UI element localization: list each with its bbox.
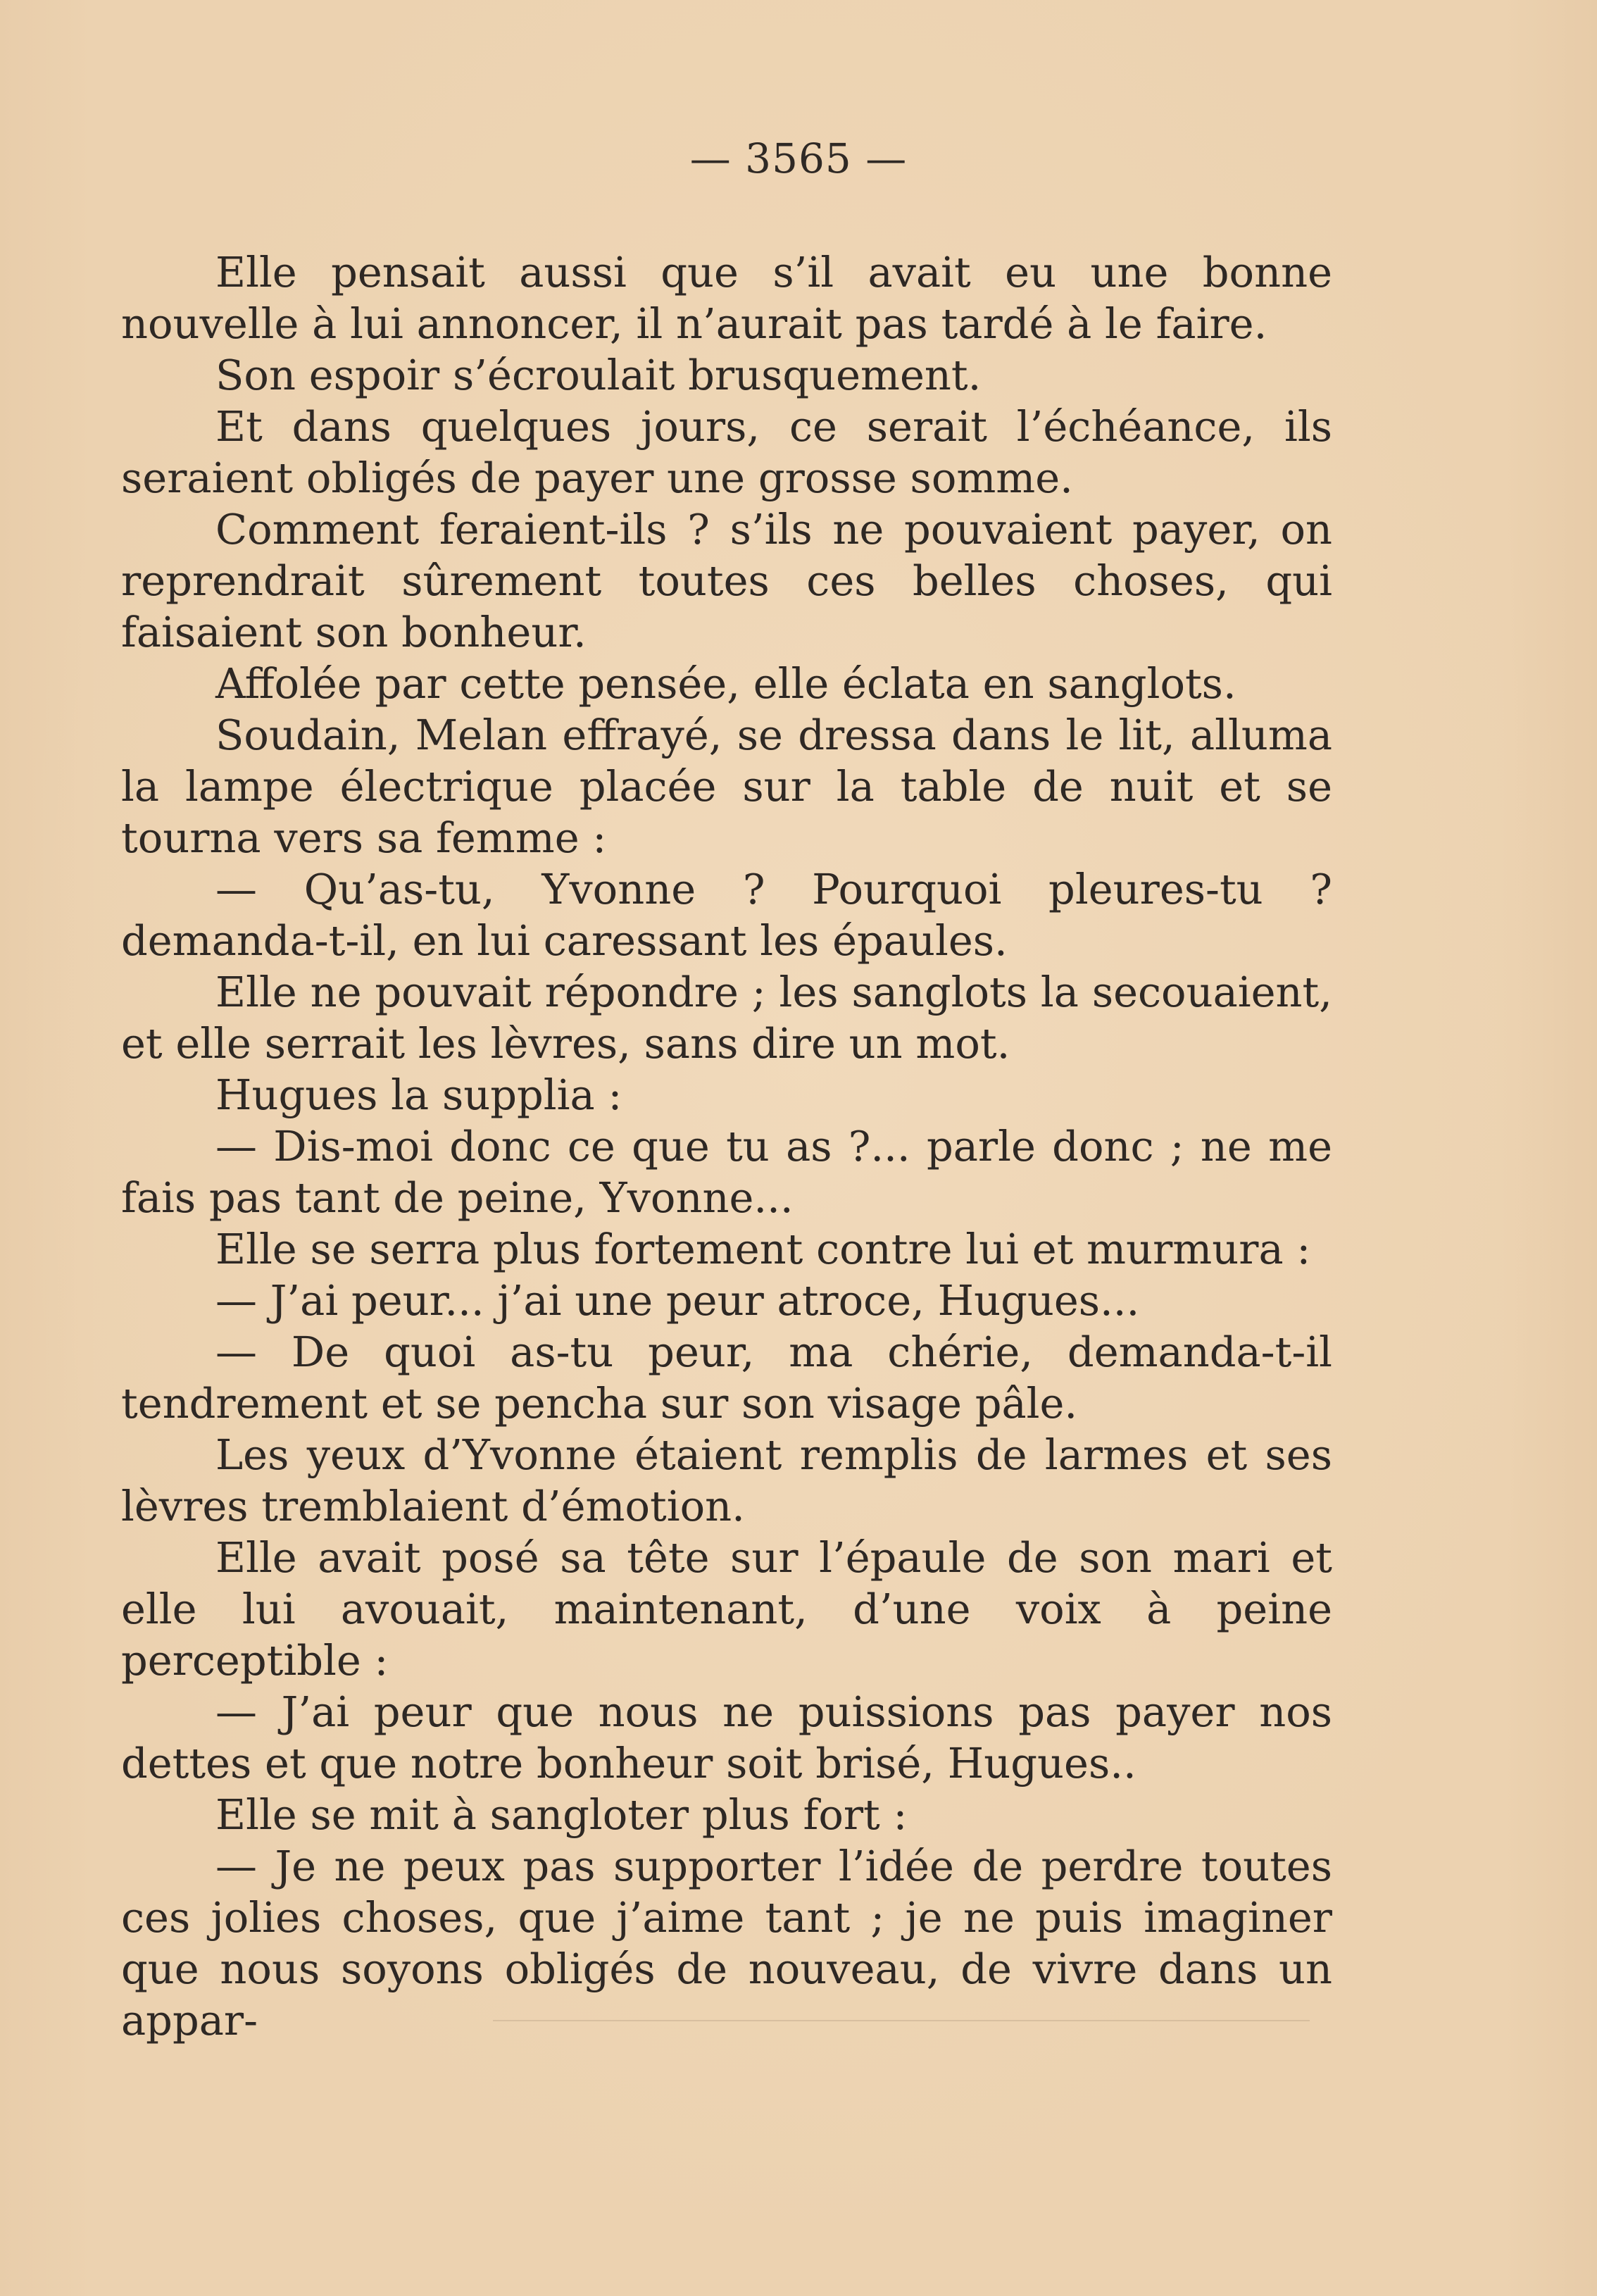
paragraph: — Dis-moi donc ce que tu as ?... parle donc ; ne me fais pas tant de peine, Yvonne... xyxy=(121,1122,1332,1222)
paragraph: — J’ai peur que nous ne puissions pas payer nos dettes et que notre bonheur soit brisé, Hugues.. xyxy=(121,1687,1332,1787)
paragraph: Elle pensait aussi que s’il avait eu une bonne nouvelle à lui annoncer, il n’aurait pas tardé à le faire. xyxy=(121,248,1332,348)
bottom-rule xyxy=(493,2020,1310,2021)
paragraph: Affolée par cette pensée, elle éclata en sanglots. xyxy=(215,659,1236,708)
paragraph: Et dans quelques jours, ce serait l’échéance, ils seraient obligés de payer une grosse somme. xyxy=(121,402,1332,502)
paragraph: Elle se serra plus fortement contre lui et murmura : xyxy=(215,1225,1311,1273)
page-number: — 3565 — xyxy=(689,135,908,182)
paragraph: — Qu’as-tu, Yvonne ? Pourquoi pleures-tu ? demanda-t-il, en lui caressant les épaules. xyxy=(121,865,1332,965)
paragraph: — J’ai peur... j’ai une peur atroce, Hugues... xyxy=(215,1276,1140,1325)
paragraph: Elle se mit à sangloter plus fort : xyxy=(215,1790,908,1839)
paragraph: Elle avait posé sa tête sur l’épaule de son mari et elle lui avouait, maintenant, d’une voix à peine perceptible : xyxy=(121,1533,1332,1685)
body-text xyxy=(121,247,1332,2046)
paragraph: Son espoir s’écroulait brusquement. xyxy=(215,351,982,399)
paragraph: — Je ne peux pas supporter l’idée de perdre toutes ces jolies choses, que j’aime tant ; je ne puis imaginer que nous soyons obligés de nouveau, de vivre dans un appar- xyxy=(121,1842,1332,2045)
paragraph: — De quoi as-tu peur, ma chérie, demanda-t-il tendrement et se pencha sur son visage pâle. xyxy=(121,1328,1332,1428)
paragraph: Comment feraient-ils ? s’ils ne pouvaient payer, on reprendrait sûrement toutes ces belles choses, qui faisaient son bonheur. xyxy=(121,505,1332,656)
paragraph: Les yeux d’Yvonne étaient remplis de larmes et ses lèvres tremblaient d’émotion. xyxy=(121,1430,1332,1530)
paragraph: Soudain, Melan effrayé, se dressa dans le lit, alluma la lampe électrique placée sur la table de nuit et se tourna vers sa femme : xyxy=(121,711,1332,862)
paragraph: Hugues la supplia : xyxy=(215,1071,622,1119)
paragraph: Elle ne pouvait répondre ; les sanglots la secouaient, et elle serrait les lèvres, sans dire un mot. xyxy=(121,968,1332,1068)
